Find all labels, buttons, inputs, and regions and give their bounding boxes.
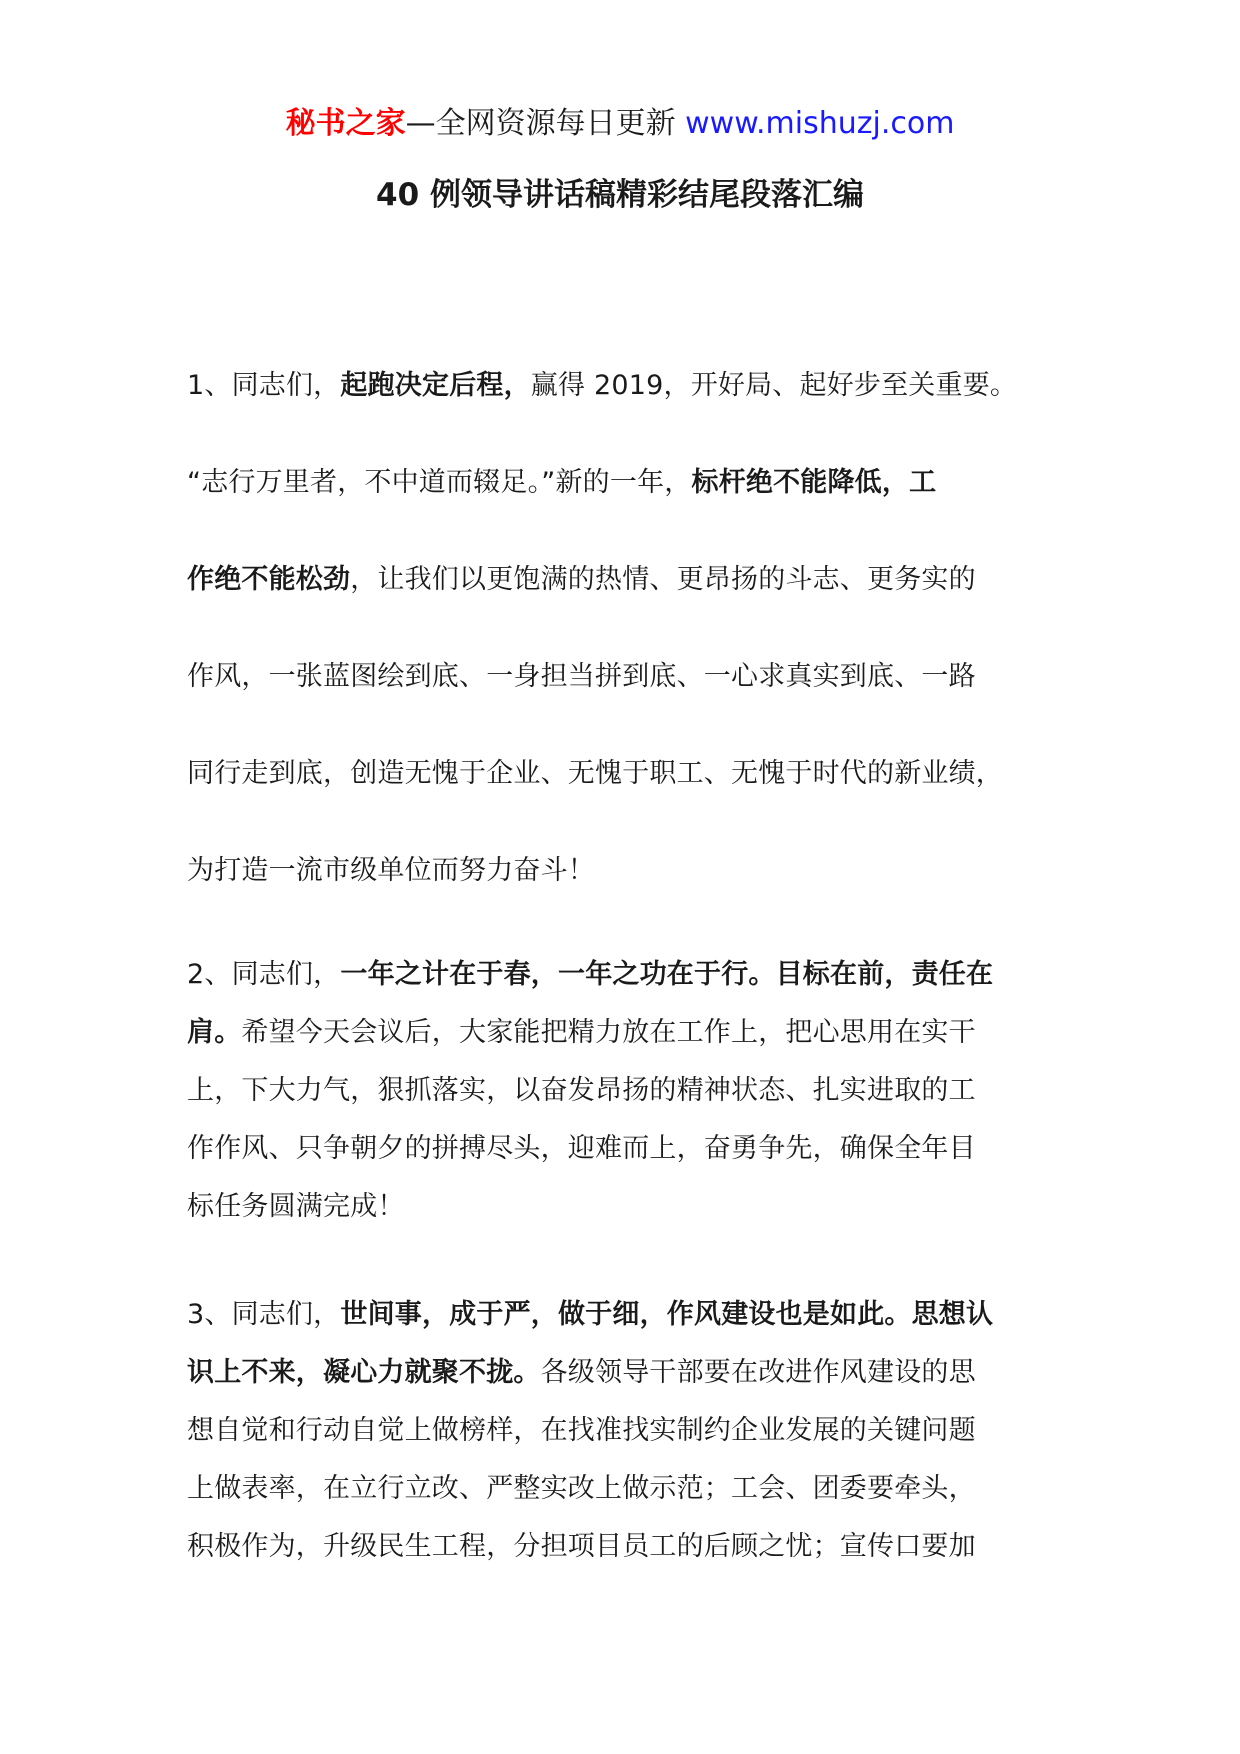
text-run: 3、同志们， (187, 1299, 341, 1330)
bold-text-run: 作绝不能松劲 (187, 564, 351, 595)
bold-text-run: 标杆绝不能降低，工 (691, 467, 937, 498)
text-run: 积极作为，升级民生工程，分担项目员工的后顾之忧；宣传口要加 (187, 1531, 976, 1562)
paragraph-line (187, 1402, 1087, 1460)
paragraph-line (187, 1518, 1087, 1576)
paragraph-line (187, 531, 1087, 628)
text-run: 作作风、只争朝夕的拼搏尽头，迎难而上，奋勇争先，确保全年目 (187, 1133, 976, 1164)
paragraph-line (187, 1062, 1087, 1120)
paragraph-3 (187, 1286, 1087, 1576)
text-run: 1、同志们， (187, 370, 341, 401)
bold-text-run: 肩。 (187, 1017, 242, 1048)
paragraph-line (187, 628, 1087, 725)
document-title: 40 例领导讲话稿精彩结尾段落汇编 (376, 177, 864, 213)
text-run: 上做表率，在立行立改、严整实改上做示范；工会、团委要牵头， (187, 1473, 976, 1504)
paragraph-2 (187, 946, 1087, 1236)
text-run: 标任务圆满完成！ (187, 1191, 405, 1222)
site-slogan: —全网资源每日更新 (405, 106, 686, 141)
paragraph-line (187, 1120, 1087, 1178)
text-run: 赢得 2019，开好局、起好步至关重要。 (530, 370, 1018, 401)
text-run: 上，下大力气，狠抓落实，以奋发昂扬的精神状态、扎实进取的工 (187, 1075, 976, 1106)
text-run: 同行走到底，创造无愧于企业、无愧于职工、无愧于时代的新业绩， (187, 758, 1003, 789)
paragraph-line (187, 822, 1087, 919)
text-run: 为打造一流市级单位而努力奋斗！ (187, 855, 595, 886)
paragraph-line (187, 1344, 1087, 1402)
text-run: 2、同志们， (187, 959, 341, 990)
paragraph-line (187, 1178, 1087, 1236)
paragraph-line (187, 1460, 1087, 1518)
text-run: “志行万里者，不中道而辍足。”新的一年， (187, 467, 692, 498)
site-header (0, 102, 1240, 146)
site-brand: 秘书之家 (285, 106, 406, 141)
text-run: 希望今天会议后，大家能把精力放在工作上，把心思用在实干 (241, 1017, 976, 1048)
site-url-link[interactable]: www.mishuzj.com (685, 106, 955, 141)
text-run: 各级领导干部要在改进作风建设的思 (540, 1357, 976, 1388)
bold-text-run: 识上不来，凝心力就聚不拢。 (187, 1357, 541, 1388)
paragraph-line (187, 725, 1087, 822)
paragraph-line (187, 337, 1087, 434)
bold-text-run: 世间事，成于严，做于细，作风建设也是如此。思想认 (340, 1299, 994, 1330)
bold-text-run: 一年之计在于春，一年之功在于行。目标在前，责任在 (340, 959, 994, 990)
bold-text-run: 起跑决定后程， (340, 370, 531, 401)
paragraph-line (187, 1004, 1087, 1062)
paragraph-line (187, 1286, 1087, 1344)
text-run: ，让我们以更饱满的热情、更昂扬的斗志、更务实的 (350, 564, 976, 595)
text-run: 想自觉和行动自觉上做榜样，在找准找实制约企业发展的关键问题 (187, 1415, 976, 1446)
text-run: 作风，一张蓝图绘到底、一身担当拼到底、一心求真实到底、一路 (187, 661, 976, 692)
paragraph-line (187, 434, 1087, 531)
paragraph-line (187, 946, 1087, 1004)
paragraph-1 (187, 337, 1087, 919)
